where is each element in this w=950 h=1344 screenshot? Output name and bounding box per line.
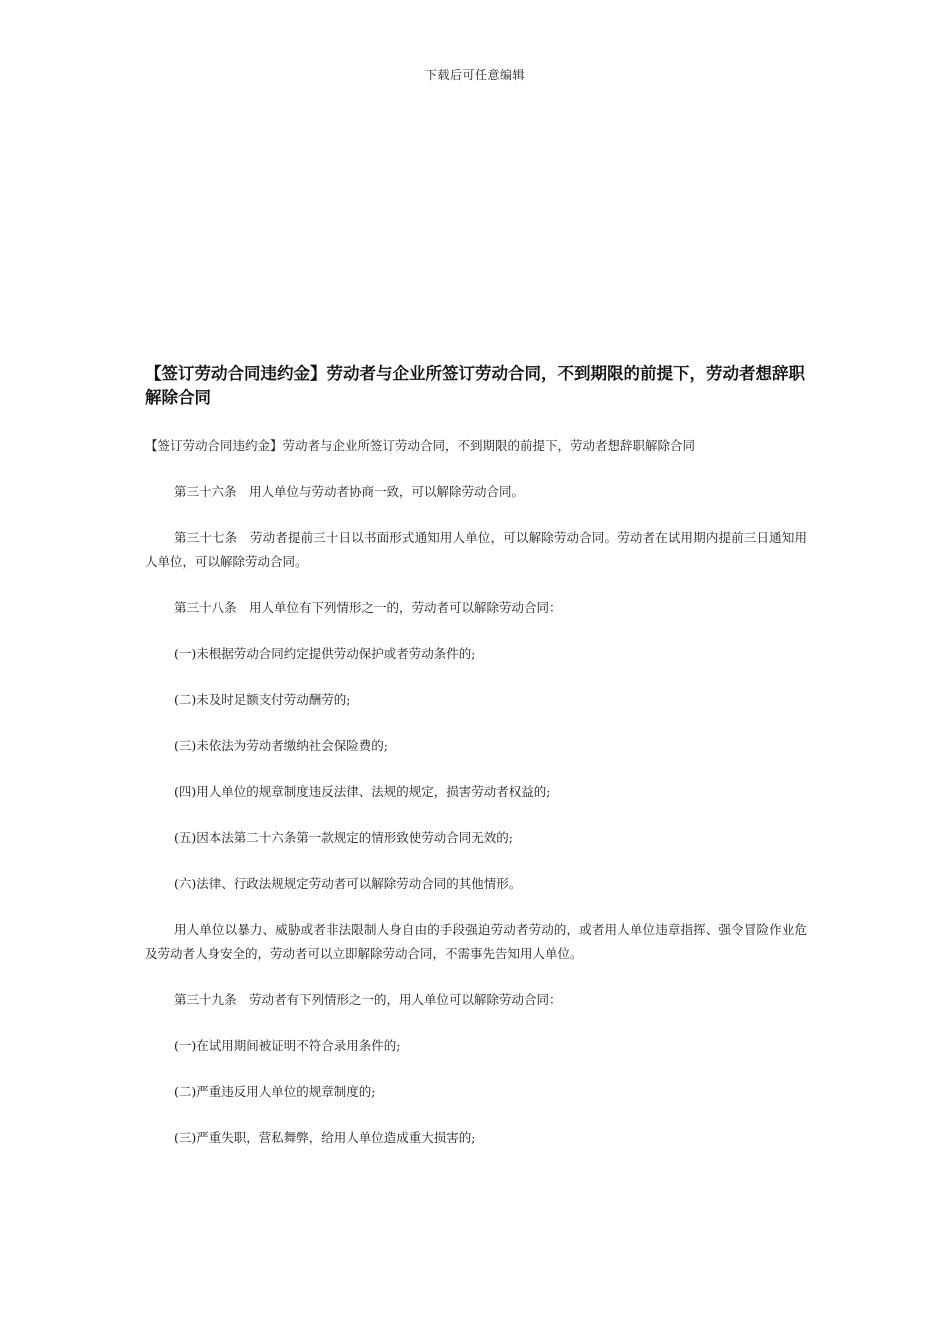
list-item: (六)法律、行政法规规定劳动者可以解除劳动合同的其他情形。 [174,876,522,891]
header-note: 下载后可任意编辑 [424,68,525,82]
paragraph-article-38: 第三十八条 用人单位有下列情形之一的，劳动者可以解除劳动合同： [174,600,562,615]
list-item: (一)在试用期间被证明不符合录用条件的; [174,1038,401,1053]
list-item: (二)未及时足额支付劳动酬劳的; [174,692,351,707]
paragraph-intro: 【签订劳动合同违约金】劳动者与企业所签订劳动合同，不到期限的前提下，劳动者想辞职解除合同 [145,438,696,453]
document-title: 【签订劳动合同违约金】劳动者与企业所签订劳动合同，不到期限的前提下，劳动者想辞职解除合同 [145,364,805,407]
list-item: (三)未依法为劳动者缴纳社会保险费的; [174,738,388,753]
list-item: (一)未根据劳动合同约定提供劳动保护或者劳动条件的; [174,646,476,661]
paragraph-article-36: 第三十六条 用人单位与劳动者协商一致，可以解除劳动合同。 [174,484,525,499]
document-body [145,362,807,1172]
list-item: (四)用人单位的规章制度违反法律、法规的规定，损害劳动者权益的; [174,784,551,799]
paragraph-article-39: 第三十九条 劳动者有下列情形之一的，用人单位可以解除劳动合同： [174,992,562,1007]
list-item: (二)严重违反用人单位的规章制度的; [174,1084,376,1099]
list-item: (三)严重失职，营私舞弊，给用人单位造成重大损害的; [174,1130,476,1145]
list-item: (五)因本法第二十六条第一款规定的情形致使劳动合同无效的; [174,830,513,845]
paragraph-immediate-termination: 用人单位以暴力、威胁或者非法限制人身自由的手段强迫劳动者劳动的，或者用人单位违章指挥、强令冒险作业危及劳动者人身安全的，劳动者可以立即解除劳动合同，不需事先告知用人单位。 [145,922,807,961]
paragraph-article-37: 第三十七条 劳动者提前三十日以书面形式通知用人单位，可以解除劳动合同。劳动者在试用期内提前三日通知用人单位，可以解除劳动合同。 [145,530,807,569]
